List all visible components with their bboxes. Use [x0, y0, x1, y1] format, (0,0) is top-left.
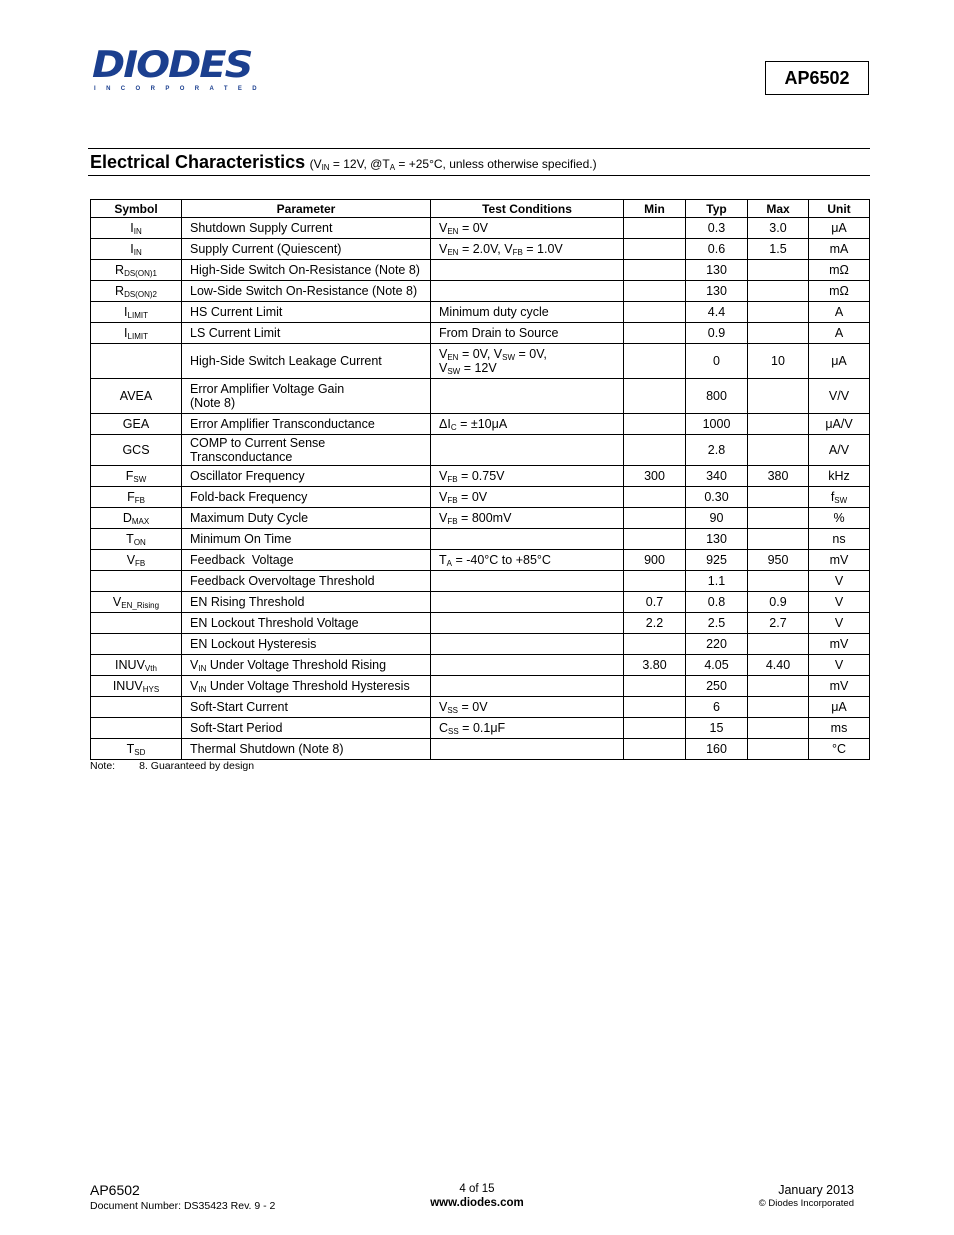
table-body: [91, 218, 870, 760]
cell-test-conditions: [431, 655, 624, 676]
cell-parameter: Feedback Voltage: [182, 550, 431, 571]
cell-max: [748, 281, 809, 302]
cell-typ: 130: [686, 281, 748, 302]
cell-min: [624, 260, 686, 281]
cell-unit: A: [809, 323, 870, 344]
cell-test-conditions: [431, 379, 624, 414]
cell-symbol: GCS: [91, 435, 182, 466]
cell-typ: 15: [686, 718, 748, 739]
cell-unit: V: [809, 592, 870, 613]
cell-max: [748, 697, 809, 718]
cell-symbol: [91, 344, 182, 379]
cell-typ: 220: [686, 634, 748, 655]
cell-unit: μA: [809, 218, 870, 239]
cell-typ: 800: [686, 379, 748, 414]
table-row: [91, 655, 870, 676]
cell-parameter: Maximum Duty Cycle: [182, 508, 431, 529]
cell-typ: 130: [686, 260, 748, 281]
cell-parameter: Low-Side Switch On-Resistance (Note 8): [182, 281, 431, 302]
cell-parameter: Feedback Overvoltage Threshold: [182, 571, 431, 592]
table-row: [91, 302, 870, 323]
cell-unit: ms: [809, 718, 870, 739]
table-row: [91, 697, 870, 718]
cell-symbol: $T_{ON}$: [91, 529, 182, 550]
cell-max: [748, 571, 809, 592]
table-row: [91, 414, 870, 435]
cell-typ: 925: [686, 550, 748, 571]
section-title: [90, 152, 597, 173]
section-rule-top: [88, 148, 870, 149]
cell-test-conditions: $V_{EN} = 0V$, $V_{SW} = 0V$, $V_{SW} = 12V$: [431, 344, 624, 379]
cell-typ: 0.6: [686, 239, 748, 260]
cell-symbol: [91, 718, 182, 739]
cell-parameter: Shutdown Supply Current: [182, 218, 431, 239]
cell-max: 1.5: [748, 239, 809, 260]
cell-parameter: LS Current Limit: [182, 323, 431, 344]
footer-copyright: © Diodes Incorporated: [758, 1198, 854, 1209]
note-text: 8. Guaranteed by design: [139, 760, 255, 772]
cell-symbol: [91, 634, 182, 655]
table-row: [91, 323, 870, 344]
footer-document-number: Document Number: DS35423 Rev. 9 - 2: [90, 1200, 276, 1212]
cell-unit: A: [809, 302, 870, 323]
cell-max: [748, 718, 809, 739]
cell-unit: μA: [809, 344, 870, 379]
cell-symbol: $D_{MAX}$: [91, 508, 182, 529]
table-header-row: [91, 200, 870, 218]
cell-test-conditions: [431, 435, 624, 466]
cell-symbol: $INUV_{Vth}$: [91, 655, 182, 676]
cell-typ: 130: [686, 529, 748, 550]
cell-max: [748, 739, 809, 760]
cell-max: [748, 676, 809, 697]
cell-max: [748, 260, 809, 281]
cell-typ: 340: [686, 466, 748, 487]
cell-min: [624, 529, 686, 550]
cell-parameter: Oscillator Frequency: [182, 466, 431, 487]
cell-test-conditions: [431, 634, 624, 655]
cell-unit: V/V: [809, 379, 870, 414]
cell-unit: mV: [809, 676, 870, 697]
cell-parameter: EN Lockout Hysteresis: [182, 634, 431, 655]
cell-typ: 250: [686, 676, 748, 697]
cell-symbol: $I_{LIMIT}$: [91, 323, 182, 344]
cell-symbol: $F_{SW}$: [91, 466, 182, 487]
cell-test-conditions: [431, 260, 624, 281]
cell-max: [748, 487, 809, 508]
electrical-characteristics-table: [90, 199, 870, 760]
header-symbol: Symbol: [91, 200, 182, 218]
cell-symbol: GEA: [91, 414, 182, 435]
cell-max: [748, 529, 809, 550]
cell-test-conditions: $\Delta I_C = \pm 10\mu A$: [431, 414, 624, 435]
cell-symbol: [91, 613, 182, 634]
section-conditions: ($V_{IN} = 12V$, $@T_A = +25^\circ C$, unless otherwise specified.): [309, 157, 597, 172]
cell-parameter: Error Amplifier Voltage Gain (Note 8): [182, 379, 431, 414]
cell-typ: 1000: [686, 414, 748, 435]
cell-unit: $f_{SW}$: [809, 487, 870, 508]
cell-symbol: $T_{SD}$: [91, 739, 182, 760]
table-row: [91, 435, 870, 466]
cell-min: [624, 508, 686, 529]
cell-parameter: EN Lockout Threshold Voltage: [182, 613, 431, 634]
cell-min: [624, 323, 686, 344]
cell-max: [748, 379, 809, 414]
cell-parameter: Error Amplifier Transconductance: [182, 414, 431, 435]
cell-symbol: $F_{FB}$: [91, 487, 182, 508]
table-row: [91, 739, 870, 760]
cell-test-conditions: $V_{EN} = 2.0V$, $V_{FB} = 1.0V$: [431, 239, 624, 260]
cell-typ: 2.5: [686, 613, 748, 634]
logo-subtitle: INCORPORATED: [94, 86, 268, 92]
cell-test-conditions: [431, 529, 624, 550]
cell-unit: μA/V: [809, 414, 870, 435]
cell-test-conditions: $C_{SS} = 0.1\mu F$: [431, 718, 624, 739]
header-max: Max: [748, 200, 809, 218]
cell-test-conditions: [431, 592, 624, 613]
cell-typ: 90: [686, 508, 748, 529]
cell-parameter: Thermal Shutdown (Note 8): [182, 739, 431, 760]
table-row: [91, 218, 870, 239]
table-row: [91, 281, 870, 302]
table-row: [91, 487, 870, 508]
cell-max: 10: [748, 344, 809, 379]
cell-test-conditions: $V_{EN} = 0V$: [431, 218, 624, 239]
table-row: [91, 592, 870, 613]
cell-unit: A/V: [809, 435, 870, 466]
cell-min: [624, 571, 686, 592]
logo-word: DIODES: [92, 44, 252, 87]
header-unit: Unit: [809, 200, 870, 218]
table-row: [91, 571, 870, 592]
cell-parameter: COMP to Current Sense Transconductance: [182, 435, 431, 466]
table-row: [91, 613, 870, 634]
cell-min: [624, 676, 686, 697]
cell-parameter: $V_{IN}$ Under Voltage Threshold Hysteresis: [182, 676, 431, 697]
cell-parameter: Soft-Start Period: [182, 718, 431, 739]
cell-parameter: High-Side Switch Leakage Current: [182, 344, 431, 379]
header-parameter: Parameter: [182, 200, 431, 218]
cell-min: [624, 697, 686, 718]
cell-test-conditions: [431, 613, 624, 634]
cell-symbol: $I_{IN}$: [91, 239, 182, 260]
cell-symbol: AVEA: [91, 379, 182, 414]
cell-max: [748, 435, 809, 466]
cell-unit: V: [809, 613, 870, 634]
section-rule-bottom: [88, 175, 870, 176]
cell-test-conditions: Minimum duty cycle: [431, 302, 624, 323]
header-min: Min: [624, 200, 686, 218]
table-row: [91, 529, 870, 550]
cell-min: [624, 718, 686, 739]
cell-min: [624, 487, 686, 508]
cell-unit: V: [809, 655, 870, 676]
cell-symbol: $R_{DS(ON)1}$: [91, 260, 182, 281]
cell-min: 3.80: [624, 655, 686, 676]
cell-min: [624, 739, 686, 760]
cell-test-conditions: $V_{SS} = 0V$: [431, 697, 624, 718]
cell-min: [624, 414, 686, 435]
cell-unit: ns: [809, 529, 870, 550]
diodes-logo: [90, 44, 268, 98]
cell-max: [748, 323, 809, 344]
cell-max: [748, 414, 809, 435]
cell-max: [748, 634, 809, 655]
cell-typ: 1.1: [686, 571, 748, 592]
section-title-text: Electrical Characteristics: [90, 152, 306, 172]
cell-typ: 0.8: [686, 592, 748, 613]
cell-parameter: EN Rising Threshold: [182, 592, 431, 613]
cell-symbol: $INUV_{HYS}$: [91, 676, 182, 697]
cell-unit: °C: [809, 739, 870, 760]
cell-min: [624, 344, 686, 379]
cell-unit: kHz: [809, 466, 870, 487]
footer-page-number: 4 of 15: [459, 1183, 495, 1195]
cell-unit: μA: [809, 697, 870, 718]
cell-typ: 160: [686, 739, 748, 760]
cell-typ: 6: [686, 697, 748, 718]
cell-typ: 4.4: [686, 302, 748, 323]
cell-test-conditions: $V_{FB} = 800mV$: [431, 508, 624, 529]
cell-symbol: $I_{LIMIT}$: [91, 302, 182, 323]
cell-test-conditions: $V_{FB} = 0V$: [431, 487, 624, 508]
table-note: [90, 760, 254, 772]
table-row: [91, 676, 870, 697]
cell-typ: 0.9: [686, 323, 748, 344]
cell-max: 0.9: [748, 592, 809, 613]
cell-symbol: $V_{EN\_Rising}$: [91, 592, 182, 613]
table-row: [91, 379, 870, 414]
cell-parameter: Soft-Start Current: [182, 697, 431, 718]
part-number-box: AP6502: [765, 61, 869, 95]
cell-test-conditions: $V_{FB} = 0.75V$: [431, 466, 624, 487]
cell-max: 3.0: [748, 218, 809, 239]
cell-typ: 0: [686, 344, 748, 379]
cell-max: [748, 508, 809, 529]
cell-parameter: High-Side Switch On-Resistance (Note 8): [182, 260, 431, 281]
cell-unit: mV: [809, 550, 870, 571]
cell-unit: mΩ: [809, 281, 870, 302]
cell-unit: %: [809, 508, 870, 529]
cell-max: 380: [748, 466, 809, 487]
footer-website-link[interactable]: www.diodes.com: [430, 1197, 524, 1209]
cell-min: [624, 379, 686, 414]
cell-test-conditions: [431, 739, 624, 760]
table-row: [91, 260, 870, 281]
cell-unit: mΩ: [809, 260, 870, 281]
cell-max: [748, 302, 809, 323]
footer-part-number: AP6502: [90, 1182, 140, 1198]
cell-typ: 4.05: [686, 655, 748, 676]
cell-test-conditions: [431, 281, 624, 302]
table-row: [91, 466, 870, 487]
cell-test-conditions: [431, 571, 624, 592]
cell-max: 2.7: [748, 613, 809, 634]
cell-min: [624, 239, 686, 260]
table-row: [91, 344, 870, 379]
cell-min: 300: [624, 466, 686, 487]
cell-symbol: [91, 571, 182, 592]
cell-unit: mV: [809, 634, 870, 655]
cell-parameter: Fold-back Frequency: [182, 487, 431, 508]
table-row: [91, 239, 870, 260]
cell-parameter: Supply Current (Quiescent): [182, 239, 431, 260]
cell-symbol: [91, 697, 182, 718]
cell-min: 900: [624, 550, 686, 571]
table-row: [91, 508, 870, 529]
cell-typ: 0.30: [686, 487, 748, 508]
cell-min: [624, 281, 686, 302]
header-typ: Typ: [686, 200, 748, 218]
cell-unit: mA: [809, 239, 870, 260]
note-label: Note:: [90, 760, 116, 772]
cell-min: [624, 302, 686, 323]
cell-parameter: Minimum On Time: [182, 529, 431, 550]
cell-parameter: $V_{IN}$ Under Voltage Threshold Rising: [182, 655, 431, 676]
cell-typ: 2.8: [686, 435, 748, 466]
cell-symbol: $V_{FB}$: [91, 550, 182, 571]
cell-max: 4.40: [748, 655, 809, 676]
table-row: [91, 718, 870, 739]
cell-min: [624, 435, 686, 466]
header-test-conditions: Test Conditions: [431, 200, 624, 218]
cell-unit: V: [809, 571, 870, 592]
cell-test-conditions: [431, 676, 624, 697]
cell-symbol: $R_{DS(ON)2}$: [91, 281, 182, 302]
table-row: [91, 550, 870, 571]
cell-typ: 0.3: [686, 218, 748, 239]
table-row: [91, 634, 870, 655]
cell-symbol: $I_{IN}$: [91, 218, 182, 239]
cell-min: [624, 218, 686, 239]
footer-date: January 2013: [778, 1183, 854, 1197]
cell-max: 950: [748, 550, 809, 571]
cell-test-conditions: From Drain to Source: [431, 323, 624, 344]
cell-min: 0.7: [624, 592, 686, 613]
cell-min: [624, 634, 686, 655]
cell-min: 2.2: [624, 613, 686, 634]
cell-test-conditions: $T_A = -40^\circ C$ to +85°C: [431, 550, 624, 571]
cell-parameter: HS Current Limit: [182, 302, 431, 323]
